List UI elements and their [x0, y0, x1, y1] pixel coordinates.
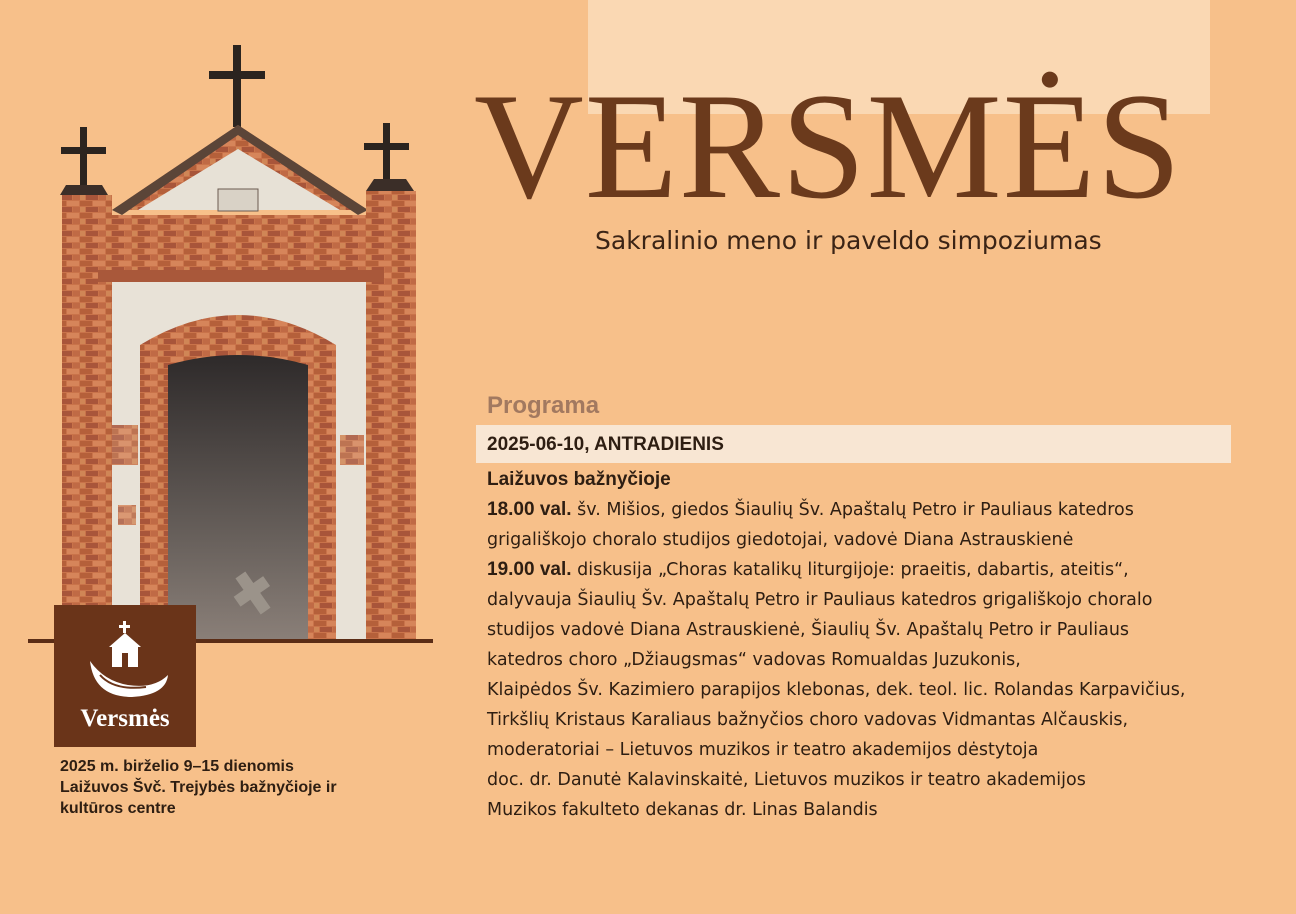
event-line: Tirkšlių Kristaus Karaliaus bažnyčios choro vadovas Vidmantas Alčauskis, — [487, 710, 1129, 730]
event-time: 19.00 val. — [487, 559, 572, 580]
event-line: katedros choro „Džiaugsmas“ vadovas Romualdas Juzukonis, — [487, 650, 1021, 670]
info-line: Laižuvos Švč. Trejybės bažnyčioje ir — [60, 779, 337, 796]
church-icon — [54, 605, 196, 715]
venue: Laižuvos bažnyčioje — [487, 469, 671, 490]
logo — [54, 605, 196, 747]
date-bar — [476, 425, 1231, 463]
page-title: VERSMĖS — [474, 62, 1183, 230]
logo-text: Versmės — [80, 705, 170, 732]
event-line: Klaipėdos Šv. Kazimiero parapijos klebonas, dek. teol. lic. Rolandas Karpavičius, — [487, 680, 1186, 700]
event-line: 19.00 val. diskusija „Choras katalikų liturgijoje: praeitis, dabartis, ateitis“, — [487, 559, 1129, 580]
info-line: 2025 m. birželio 9–15 dienomis — [60, 758, 294, 775]
page-subtitle: Sakralinio meno ir paveldo simpoziumas — [595, 226, 1102, 255]
event-line: studijos vadovė Diana Astrauskienė, Šiaulių Šv. Apaštalų Petro ir Pauliaus — [487, 620, 1130, 640]
event-line: Muzikos fakulteto dekanas dr. Linas Balandis — [487, 800, 878, 820]
event-line: dalyvauja Šiaulių Šv. Apaštalų Petro ir Pauliaus katedros grigališkojo choralo — [487, 590, 1153, 610]
info-line: kultūros centre — [60, 800, 176, 817]
event-line: 18.00 val. šv. Mišios, giedos Šiaulių Šv. Apaštalų Petro ir Pauliaus katedros — [487, 499, 1134, 520]
shrine-illustration — [28, 45, 433, 645]
event-info — [60, 756, 337, 819]
event-line: doc. dr. Danutė Kalavinskaitė, Lietuvos muzikos ir teatro akademijos — [487, 770, 1086, 790]
cross-icon — [209, 45, 265, 127]
event-time: 18.00 val. — [487, 499, 572, 520]
program-date: 2025-06-10, ANTRADIENIS — [487, 434, 724, 455]
cross-icon — [61, 127, 106, 189]
cross-icon — [364, 123, 409, 185]
event-line: grigališkojo choralo studijos giedotojai, vadovė Diana Astrauskienė — [487, 530, 1074, 550]
program-label: Programa — [487, 392, 600, 419]
program-body — [487, 465, 1185, 825]
event-line: moderatoriai – Lietuvos muzikos ir teatro akademijos dėstytoja — [487, 740, 1039, 760]
